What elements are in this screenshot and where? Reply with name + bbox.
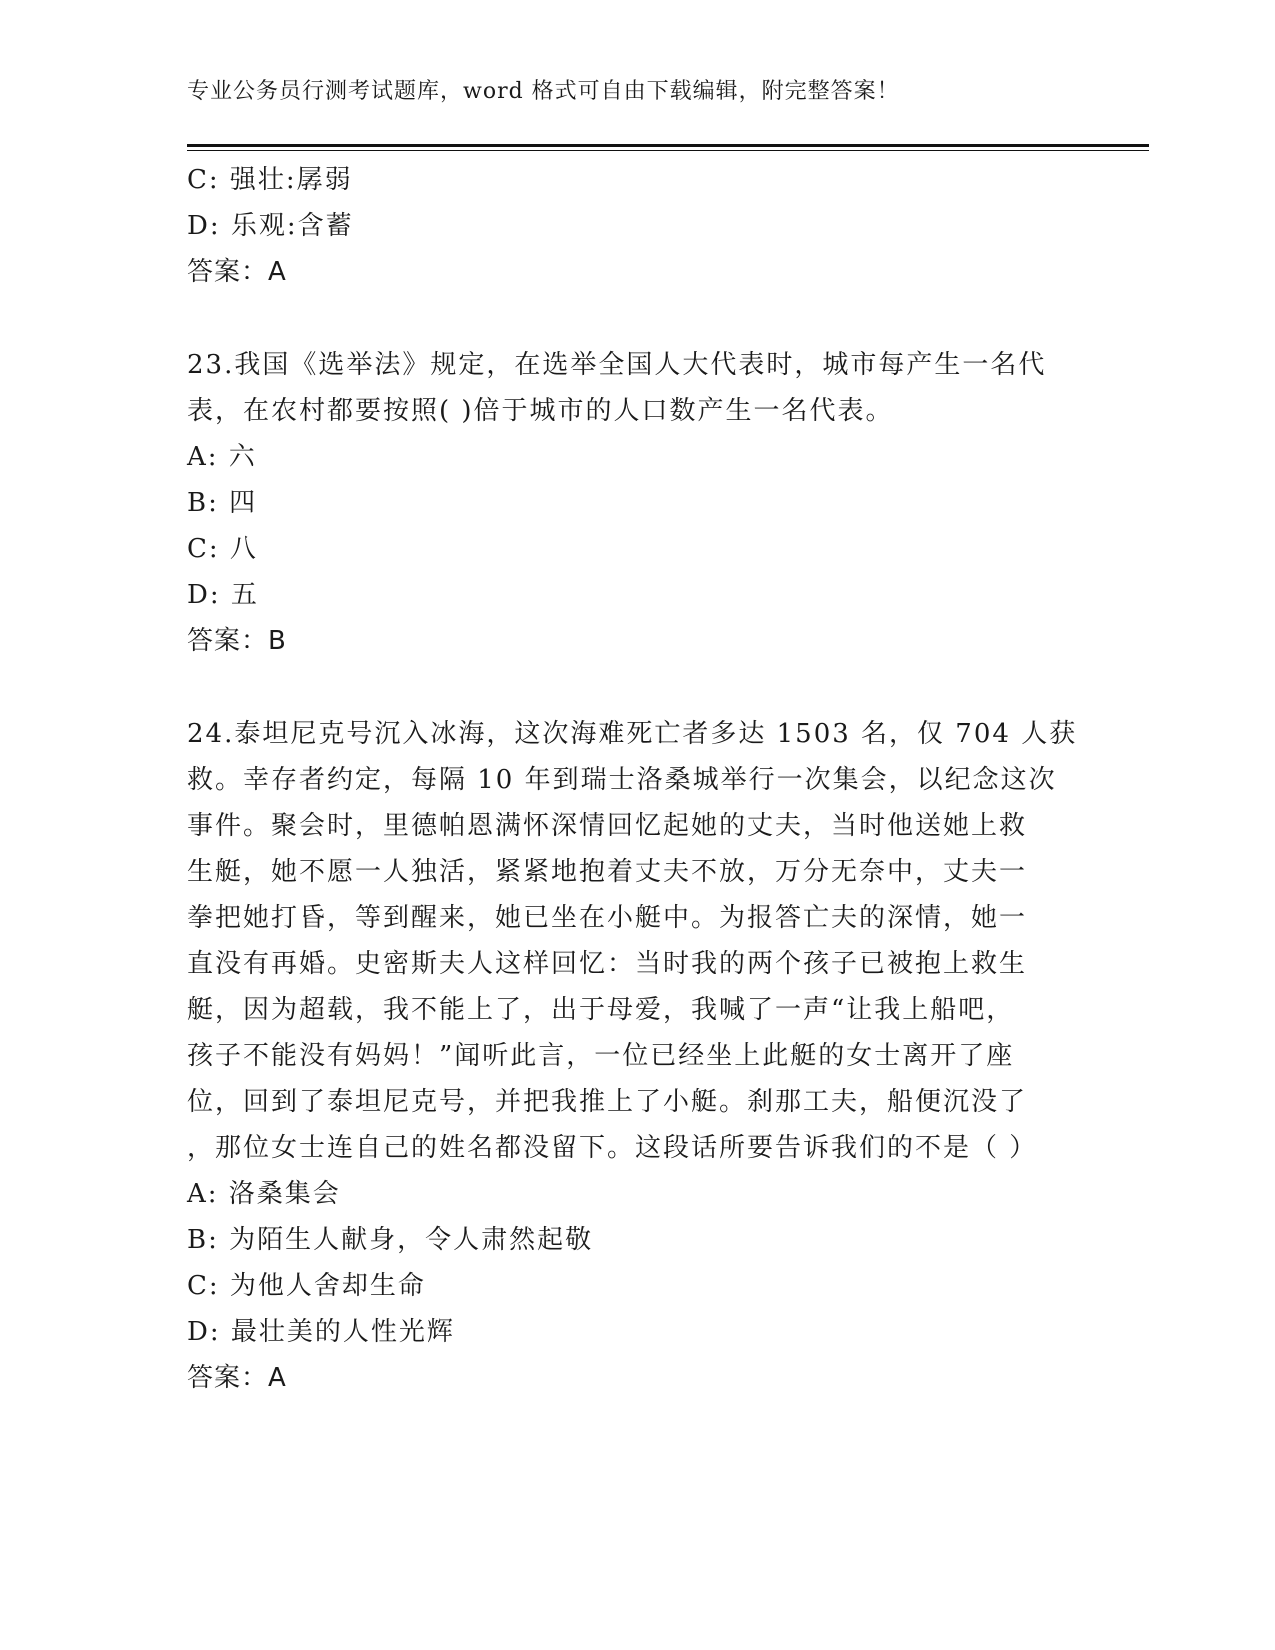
option-b: B: 为陌生人献身，令人肃然起敬 bbox=[187, 1225, 594, 1255]
header-rule-thin bbox=[187, 150, 1149, 151]
question-stem-line: ，那位女士连自己的姓名都没留下。这段话所要告诉我们的不是（ ） bbox=[187, 1133, 1038, 1163]
question-stem-line: 23.我国《选举法》规定，在选举全国人大代表时，城市每产生一名代 bbox=[187, 350, 1047, 380]
prev-question-block bbox=[187, 157, 1087, 295]
answer-label: 答案：B bbox=[187, 626, 287, 656]
page-header: 专业公务员行测考试题库，word 格式可自由下载编辑，附完整答案！ bbox=[187, 79, 900, 104]
option-a: A: 洛桑集会 bbox=[187, 1179, 341, 1209]
question-23 bbox=[187, 342, 1087, 664]
option-c: C: 为他人舍却生命 bbox=[187, 1271, 426, 1301]
option-a: A: 六 bbox=[187, 442, 257, 472]
question-24 bbox=[187, 711, 1087, 1401]
answer-label: 答案：A bbox=[187, 1363, 287, 1393]
question-stem-line: 生艇，她不愿一人独活，紧紧地抱着丈夫不放，万分无奈中，丈夫一 bbox=[187, 857, 1028, 887]
option-d: D: 五 bbox=[187, 580, 259, 610]
question-stem-line: 救。幸存者约定，每隔 10 年到瑞士洛桑城举行一次集会，以纪念这次 bbox=[187, 765, 1057, 795]
question-stem-line: 事件。聚会时，里德帕恩满怀深情回忆起她的丈夫，当时他送她上救 bbox=[187, 811, 1028, 841]
question-stem-line: 24.泰坦尼克号沉入冰海，这次海难死亡者多达 1503 名，仅 704 人获 bbox=[187, 719, 1078, 749]
spacer bbox=[187, 664, 1087, 711]
header-rule-thick bbox=[187, 144, 1149, 147]
question-stem-line: 表，在农村都要按照( )倍于城市的人口数产生一名代表。 bbox=[187, 396, 894, 426]
question-stem-line: 艇，因为超载，我不能上了，出于母爱，我喊了一声“让我上船吧， bbox=[187, 995, 1015, 1025]
option-c: C: 八 bbox=[187, 534, 258, 564]
question-stem-line: 直没有再婚。史密斯夫人这样回忆：当时我的两个孩子已被抱上救生 bbox=[187, 949, 1028, 979]
question-stem-line: 位，回到了泰坦尼克号，并把我推上了小艇。刹那工夫，船便沉没了 bbox=[187, 1087, 1028, 1117]
question-stem-line: 孩子不能没有妈妈！”闻听此言，一位已经坐上此艇的女士离开了座 bbox=[187, 1041, 1015, 1071]
option-d: D: 最壮美的人性光辉 bbox=[187, 1317, 455, 1347]
option-d: D: 乐观:含蓄 bbox=[187, 211, 354, 241]
question-stem-line: 拳把她打昏，等到醒来，她已坐在小艇中。为报答亡夫的深情，她一 bbox=[187, 903, 1028, 933]
option-c: C: 强壮:孱弱 bbox=[187, 165, 353, 195]
option-b: B: 四 bbox=[187, 488, 258, 518]
answer-label: 答案：A bbox=[187, 257, 287, 287]
question-content bbox=[187, 157, 1087, 1401]
spacer bbox=[187, 295, 1087, 342]
